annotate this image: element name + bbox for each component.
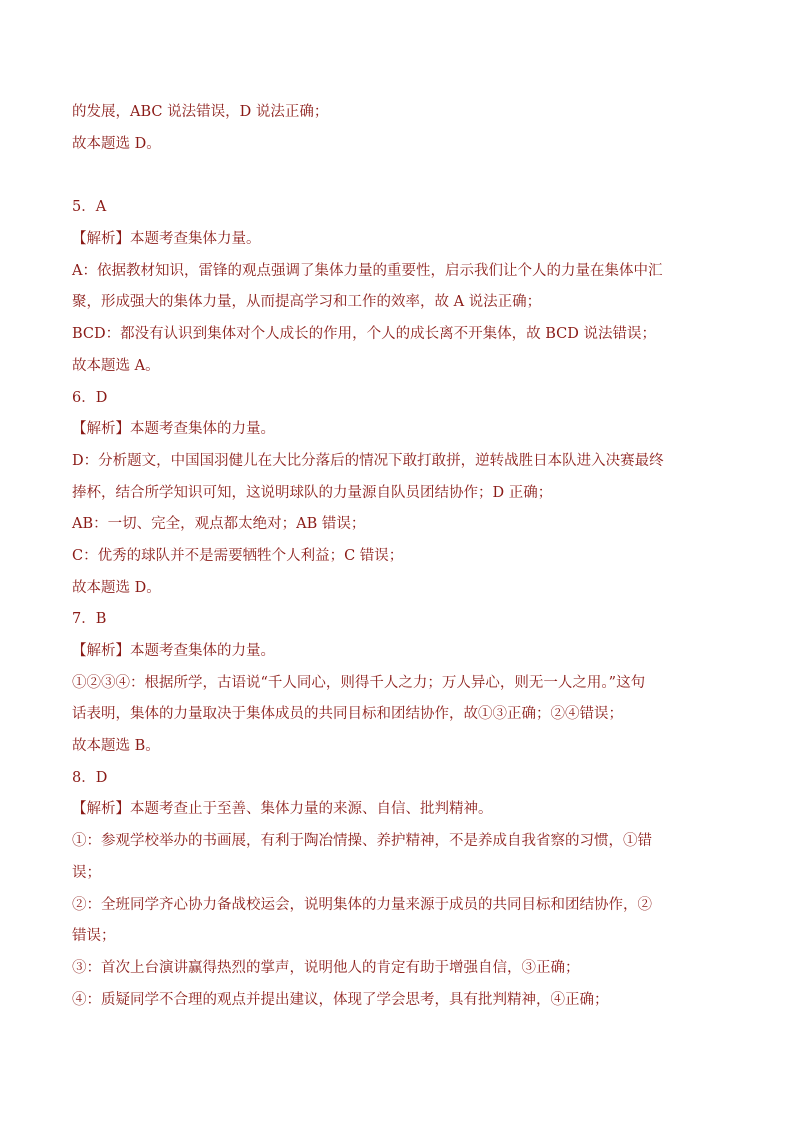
text-line: ①：参观学校举办的书画展，有利于陶冶情操、养护精神，不是养成自我省察的习惯，①错 [72, 833, 652, 850]
blank-line [72, 160, 722, 192]
text-line: A：依据教材知识，雷锋的观点强调了集体力量的重要性，启示我们让个人的力量在集体中汇 [72, 262, 663, 279]
text-line: 的发展，ABC 说法错误，D 说法正确； [72, 104, 329, 120]
answer-heading: 5．A [72, 199, 107, 216]
text-line: 故本题选 D。 [72, 579, 161, 596]
text-line: AB：一切、完全，观点都太绝对；AB 错误； [72, 516, 366, 533]
text-line: 捧杯，结合所学知识可知，这说明球队的力量源自队员团结协作；D 正确； [72, 484, 553, 501]
text-line: D：分析题文，中国国羽健儿在大比分落后的情况下敢打敢拼，逆转战胜日本队进入决赛最终 [72, 452, 664, 469]
text-line: 聚，形成强大的集体力量，从而提高学习和工作的效率，故 A 说法正确； [72, 294, 542, 311]
text-line: 故本题选 A。 [72, 357, 160, 374]
analysis-line: 【解析】本题考查止于至善、集体力量的来源、自信、批判精神。 [72, 801, 493, 818]
document-page [72, 97, 722, 1016]
text-line: 故本题选 D。 [72, 135, 161, 152]
text-line: 误； [72, 864, 101, 881]
text-line: BCD：都没有认识到集体对个人成长的作用，个人的成长离不开集体，故 BCD 说法错误； [72, 326, 657, 343]
text-line: ③：首次上台演讲赢得热烈的掌声，说明他人的肯定有助于增强自信，③正确； [72, 959, 580, 976]
text-line: ④：质疑同学不合理的观点并提出建议，体现了学会思考，具有批判精神，④正确； [72, 991, 609, 1008]
answer-heading: 8．D [72, 769, 108, 786]
text-line: 话表明，集体的力量取决于集体成员的共同目标和团结协作，故①③正确；②④错误； [72, 706, 623, 723]
analysis-line: 【解析】本题考查集体的力量。 [72, 643, 275, 659]
answer-heading: 7．B [72, 611, 107, 628]
analysis-line: 【解析】本题考查集体的力量。 [72, 421, 275, 438]
text-line: ②：全班同学齐心协力备战校运会，说明集体的力量来源于成员的共同目标和团结协作，② [72, 896, 652, 913]
text-line: C：优秀的球队并不是需要牺牲个人利益；C 错误； [72, 547, 404, 564]
text-line: 故本题选 B。 [72, 738, 160, 755]
analysis-line: 【解析】本题考查集体力量。 [72, 231, 261, 248]
answer-heading: 6．D [72, 389, 108, 406]
text-line: 错误； [72, 928, 116, 945]
text-line: ①②③④：根据所学，古语说“千人同心，则得千人之力；万人异心，则无一人之用。”这句 [72, 674, 646, 691]
